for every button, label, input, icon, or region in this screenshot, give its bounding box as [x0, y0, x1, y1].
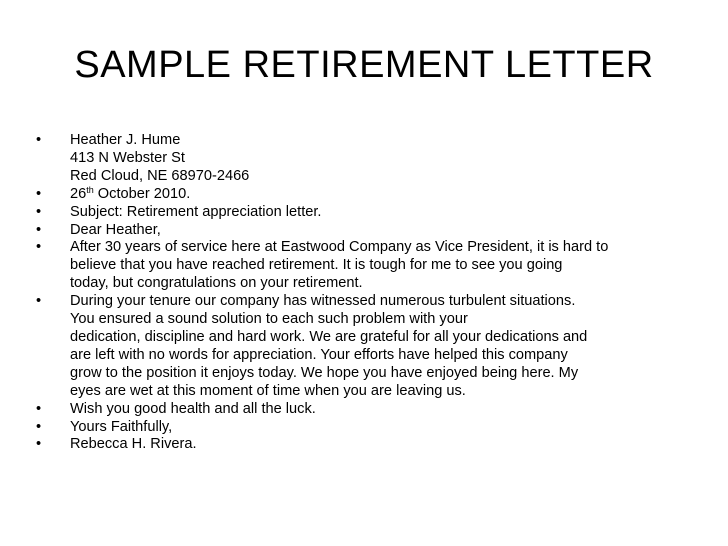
paragraph-line: grow to the position it enjoys today. We hope you have enjoyed being here. My	[70, 364, 579, 381]
date-rest: October 2010.	[93, 185, 191, 202]
bullet-icon: •	[36, 239, 42, 256]
bullet-icon: •	[36, 293, 42, 310]
paragraph-line: You ensured a sound solution to each such problem with your	[70, 311, 468, 328]
letter-salutation: Dear Heather,	[70, 221, 161, 238]
paragraph-line: are left with no words for appreciation. Your efforts have helped this company	[70, 346, 568, 363]
paragraph-line: eyes are wet at this moment of time when you are leaving us.	[70, 382, 466, 399]
list-item-paragraph-1	[36, 239, 696, 293]
recipient-city: Red Cloud, NE 68970-2466	[70, 167, 250, 184]
list-item-date	[36, 186, 696, 204]
list-item-signature	[36, 436, 696, 454]
bullet-icon: •	[36, 185, 42, 202]
bullet-icon: •	[36, 436, 42, 453]
paragraph-line: believe that you have reached retirement. It is tough for me to see you going	[70, 257, 563, 274]
list-item-subject	[36, 204, 696, 222]
list-item-salutation	[36, 222, 696, 240]
letter-wish: Wish you good health and all the luck.	[70, 400, 316, 417]
letter-closing: Yours Faithfully,	[70, 418, 173, 435]
bullet-icon: •	[36, 203, 42, 220]
letter-subject: Subject: Retirement appreciation letter.	[70, 203, 322, 220]
bullet-icon: •	[36, 221, 42, 238]
page-title: SAMPLE RETIREMENT LETTER	[74, 44, 654, 86]
recipient-name: Heather J. Hume	[70, 132, 181, 148]
list-item-paragraph-2	[36, 293, 696, 400]
list-item-address	[36, 132, 696, 186]
list-item-wish	[36, 401, 696, 419]
recipient-street: 413 N Webster St	[70, 149, 185, 166]
letter-signature: Rebecca H. Rivera.	[70, 436, 197, 453]
bullet-icon: •	[36, 400, 42, 417]
paragraph-line: dedication, discipline and hard work. We are grateful for all your dedications and	[70, 328, 588, 345]
list-item-closing	[36, 419, 696, 437]
letter-date	[70, 186, 696, 204]
paragraph-line: After 30 years of service here at Eastwood Company as Vice President, it is hard to	[70, 239, 609, 256]
date-suffix: th	[86, 184, 94, 195]
date-day: 26	[70, 185, 87, 202]
letter-body	[36, 132, 696, 454]
paragraph-line: today, but congratulations on your retirement.	[70, 275, 363, 292]
bullet-icon: •	[36, 418, 42, 435]
bullet-icon: •	[36, 132, 42, 148]
paragraph-line: During your tenure our company has witnessed numerous turbulent situations.	[70, 293, 576, 310]
